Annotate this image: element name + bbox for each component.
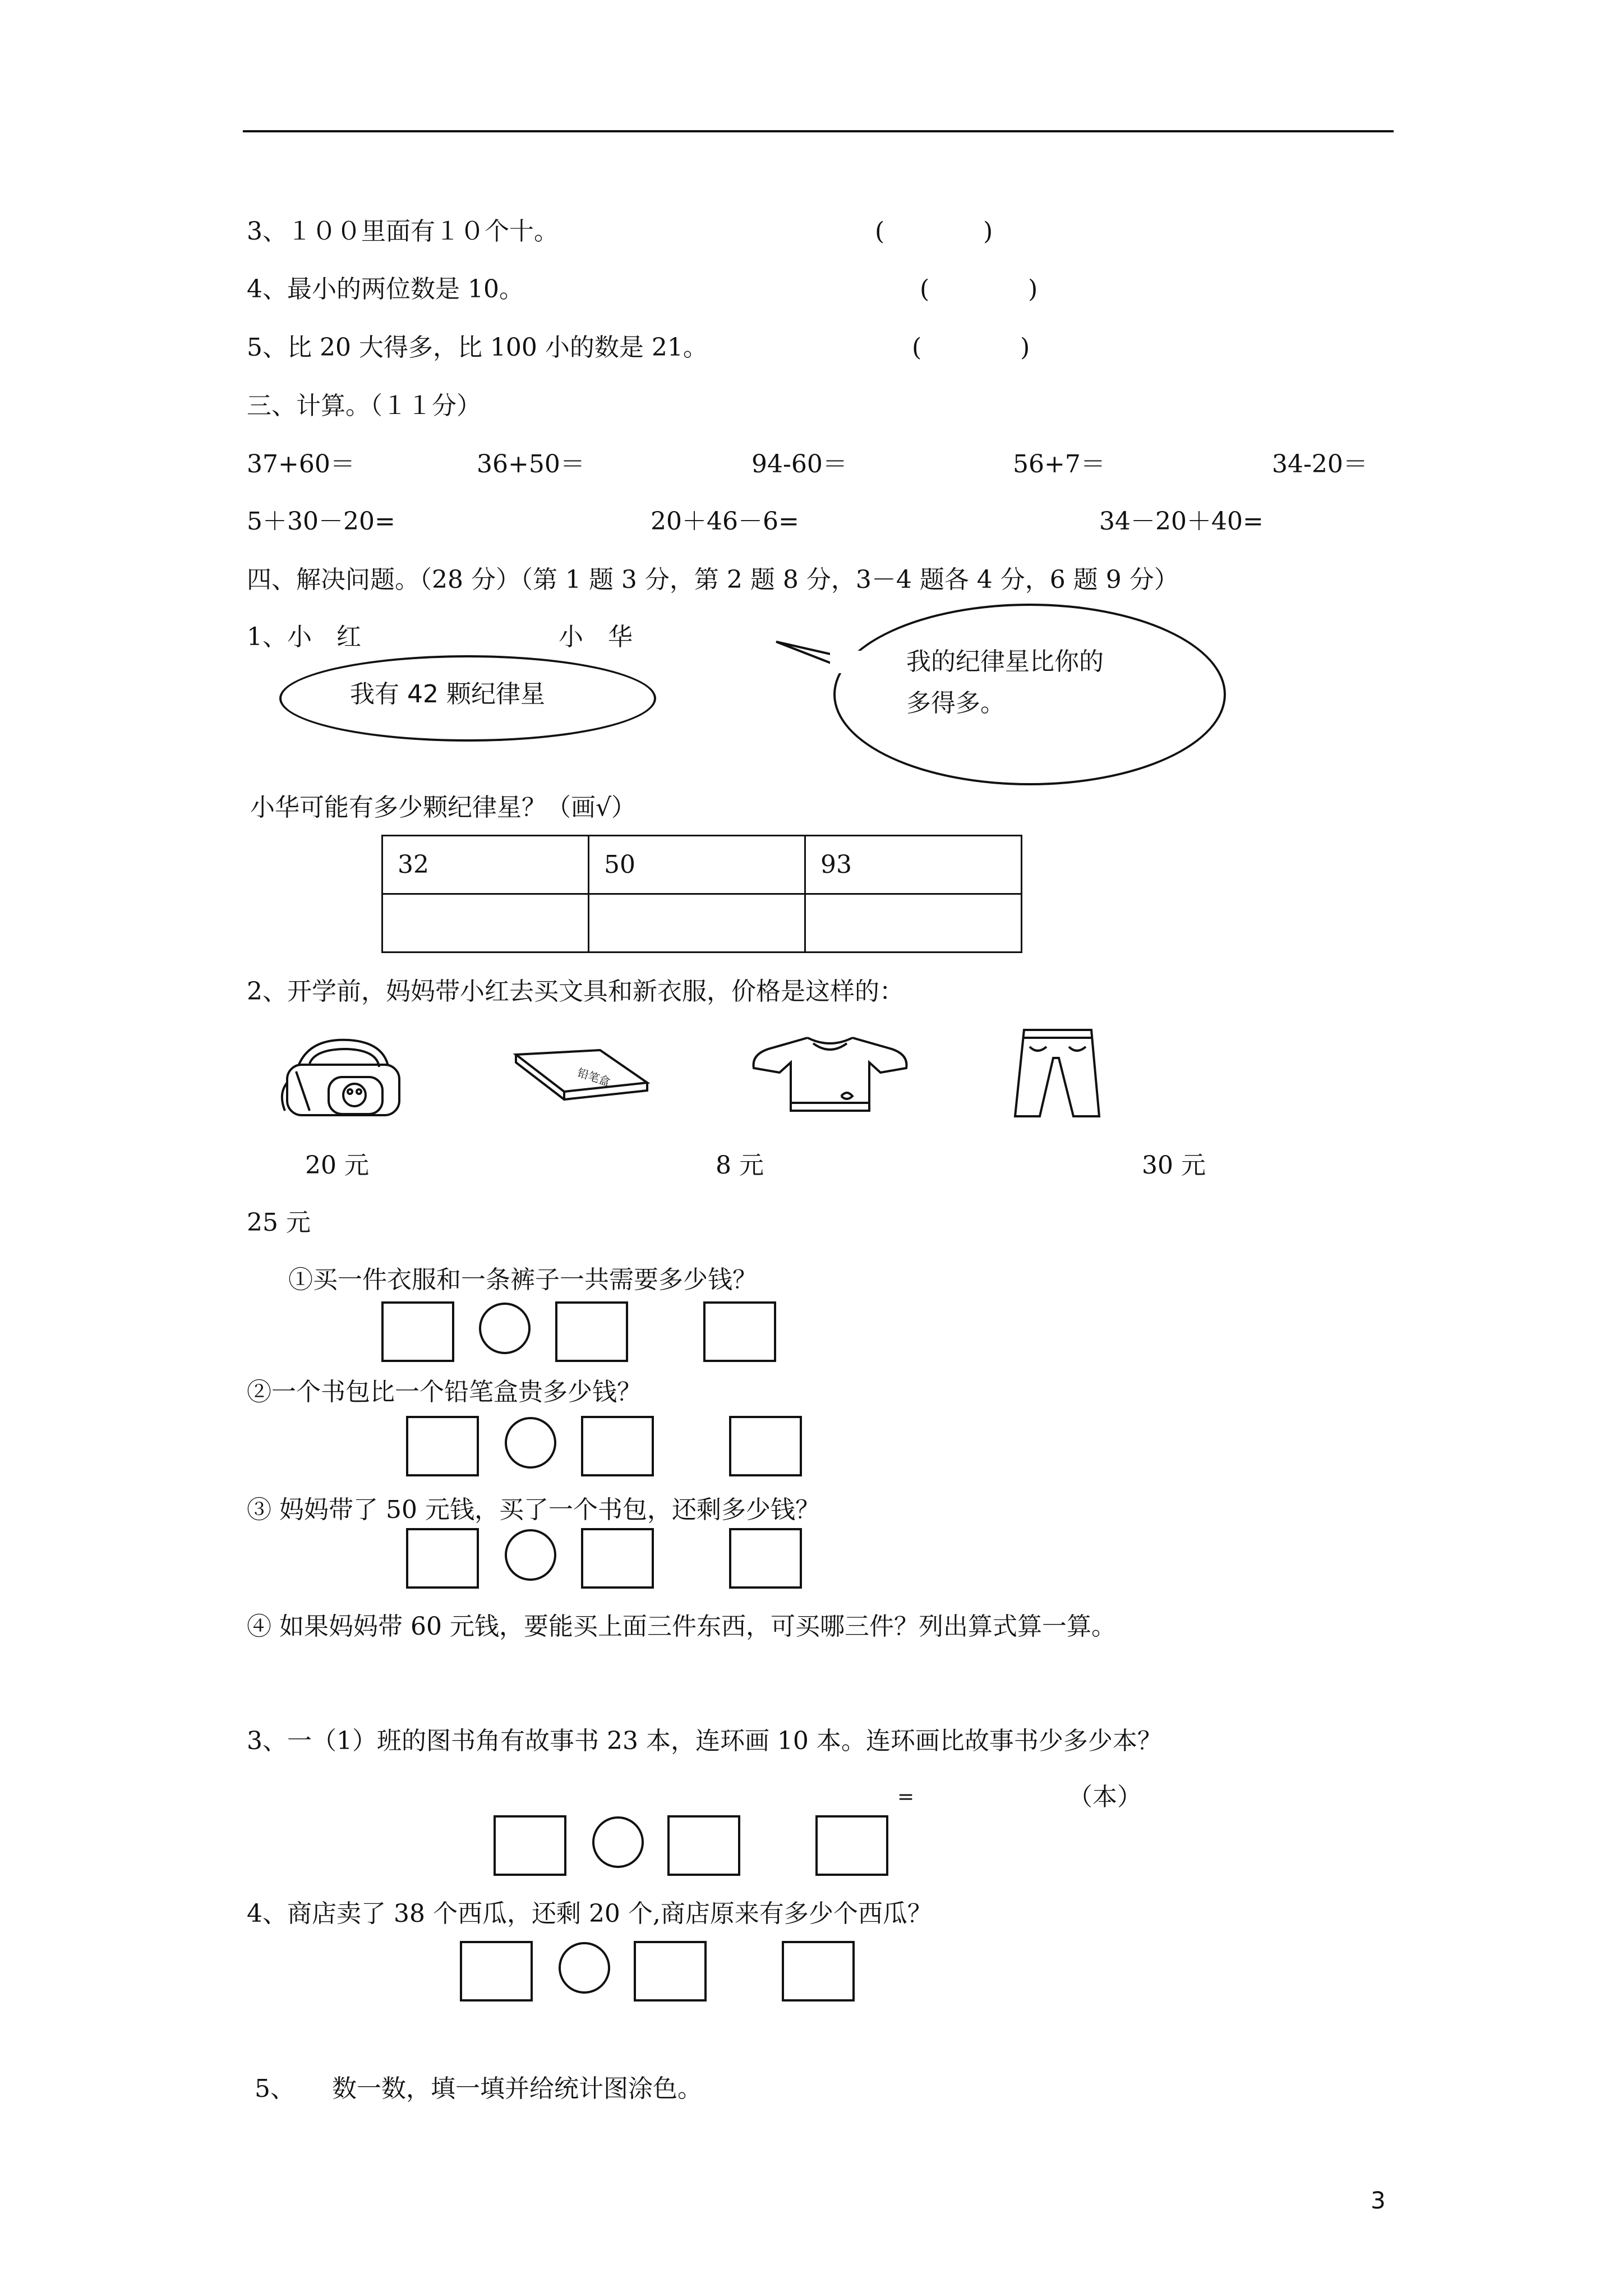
bubble-left-text: 我有 42 颗纪律星 (350, 680, 545, 708)
operator-circle[interactable] (592, 1816, 644, 1868)
calc-3: 94-60＝ (751, 450, 847, 478)
q3-equals: = (897, 1786, 915, 1809)
options-table (381, 835, 1022, 953)
option-50: 50 (589, 836, 805, 894)
option-93: 93 (805, 836, 1022, 894)
calc-8: 34－20＋40= (1099, 507, 1264, 536)
tick-cell-93[interactable] (805, 894, 1022, 953)
calc-1: 37+60＝ (247, 450, 355, 478)
pencil-case-icon (510, 1047, 651, 1103)
q2-sub2: ②一个书包比一个铅笔盒贵多少钱？ (247, 1378, 642, 1406)
price-shirt: 30 元 (1142, 1151, 1206, 1180)
q2-intro: 2、开学前，妈妈带小红去买文具和新衣服，价格是这样的： (247, 977, 904, 1006)
calc-4: 56+7＝ (1013, 450, 1105, 478)
q3-text: 3、一（1）班的图书角有故事书 23 本，连环画 10 本。连环画比故事书少多少本？ (247, 1727, 1162, 1755)
answer-box[interactable] (581, 1416, 654, 1476)
header-rule (243, 130, 1394, 132)
answer-box[interactable] (494, 1815, 566, 1876)
q5-text: 5、 数一数，填一填并给统计图涂色。 (255, 2074, 702, 2103)
answer-box[interactable] (460, 1941, 533, 2001)
q2-sub1: ①买一件衣服和一条裤子一共需要多少钱？ (288, 1266, 757, 1294)
shirt-icon (746, 1027, 914, 1116)
operator-circle[interactable] (505, 1529, 556, 1581)
price-pants: 25 元 (247, 1208, 311, 1237)
answer-box[interactable] (406, 1416, 479, 1476)
tick-cell-32[interactable] (382, 894, 589, 953)
answer-box[interactable] (782, 1941, 855, 2001)
answer-box[interactable] (406, 1528, 479, 1589)
price-schoolbag: 20 元 (305, 1151, 369, 1180)
tick-cell-50[interactable] (589, 894, 805, 953)
calc-7: 20＋46－6= (651, 507, 799, 536)
judge-item-5: 5、比 20 大得多，比 100 小的数是 21。 (247, 333, 708, 362)
section-3-title: 三、计算。（１１分） (247, 392, 481, 420)
answer-box[interactable] (729, 1528, 802, 1589)
price-pencil-case: 8 元 (716, 1151, 764, 1180)
judge-blank-4[interactable]: ( ) (920, 275, 1038, 303)
answer-box[interactable] (667, 1815, 740, 1876)
section-4-title: 四、解决问题。（28 分）（第 1 题 3 分，第 2 题 8 分，3－4 题各 4 分，6 题 9 分） (247, 565, 1179, 594)
speech-bubble-right (833, 604, 1226, 785)
answer-box[interactable] (381, 1301, 454, 1362)
calc-5: 34-20＝ (1272, 450, 1368, 478)
answer-box[interactable] (581, 1528, 654, 1589)
judge-item-4: 4、最小的两位数是 10。 (247, 275, 524, 303)
q3-unit: （本） (1068, 1783, 1142, 1811)
operator-circle[interactable] (505, 1417, 556, 1469)
calc-6: 5＋30－20= (247, 507, 395, 536)
answer-box[interactable] (703, 1301, 776, 1362)
bubble-right-line1: 我的纪律星比你的 (906, 647, 1104, 676)
option-32: 32 (382, 836, 589, 894)
page-number: 3 (1371, 2187, 1386, 2214)
answer-box[interactable] (555, 1301, 628, 1362)
judge-blank-3[interactable]: ( ) (875, 217, 993, 246)
judge-blank-5[interactable]: ( ) (912, 333, 1030, 362)
operator-circle[interactable] (559, 1942, 610, 1994)
answer-box[interactable] (815, 1815, 888, 1876)
q1-label: 1、小 红 小 华 (247, 623, 633, 651)
bubble-right-line2: 多得多。 (906, 689, 1005, 717)
operator-circle[interactable] (479, 1303, 531, 1354)
q2-sub4: ④ 如果妈妈带 60 元钱，要能买上面三件东西，可买哪三件？列出算式算一算。 (247, 1612, 1116, 1641)
answer-box[interactable] (634, 1941, 707, 2001)
pants-icon (1013, 1024, 1103, 1120)
answer-box[interactable] (729, 1416, 802, 1476)
calc-2: 36+50＝ (477, 450, 585, 478)
judge-item-3: 3、１００里面有１０个十。 (247, 217, 559, 246)
schoolbag-icon (276, 1032, 411, 1122)
pencil-case-label: 铅笔盒 (575, 1065, 612, 1089)
q1-question: 小华可能有多少颗纪律星？（画√） (250, 793, 637, 822)
q4-text: 4、商店卖了 38 个西瓜，还剩 20 个,商店原来有多少个西瓜？ (247, 1899, 932, 1928)
q2-sub3: ③ 妈妈带了 50 元钱，买了一个书包，还剩多少钱？ (247, 1496, 820, 1524)
